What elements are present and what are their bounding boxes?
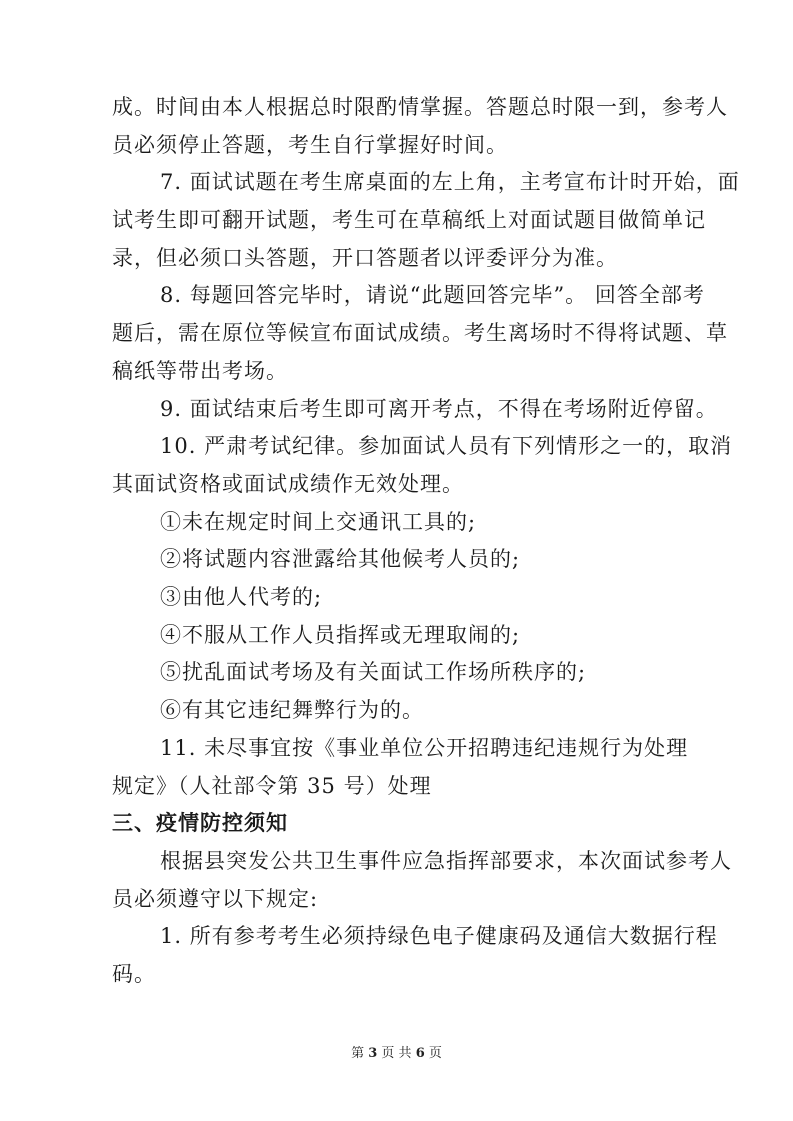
text-line: 9. 面试结束后考生即可离开考点，不得在考场附近停留。 bbox=[160, 397, 718, 421]
text-line: 题后，需在原位等候宣布面试成绩。考生离场时不得将试题、草 bbox=[112, 321, 728, 345]
text-line: 员必须遵守以下规定: bbox=[112, 887, 319, 911]
text-line: 规定》（人社部令第 35 号）处理 bbox=[112, 774, 432, 798]
text-line: 码。 bbox=[112, 962, 156, 986]
text-line: 成。时间由本人根据总时限酌情掌握。答题总时限一到，参考人 bbox=[112, 95, 728, 119]
text-line: 稿纸等带出考场。 bbox=[112, 359, 288, 383]
text-line: 11. 未尽事宜按《事业单位公开招聘违纪违规行为处理 bbox=[160, 736, 689, 760]
text-line: 10. 严肃考试纪律。参加面试人员有下列情形之一的，取消 bbox=[160, 434, 733, 458]
footer-prefix: 第 bbox=[351, 1046, 365, 1061]
list-item: ⑤扰乱面试考场及有关面试工作场所秩序的; bbox=[160, 660, 587, 684]
text-line: 录，但必须口头答题，开口答题者以评委评分为准。 bbox=[112, 246, 618, 270]
text-line: 1. 所有参考考生必须持绿色电子健康码及通信大数据行程 bbox=[160, 924, 718, 948]
list-item: ①未在规定时间上交通讯工具的; bbox=[160, 510, 477, 534]
page-footer bbox=[0, 1045, 793, 1063]
list-item: ②将试题内容泄露给其他候考人员的; bbox=[160, 547, 521, 571]
footer-suffix: 页 bbox=[428, 1046, 442, 1061]
text-line: 其面试资格或面试成绩作无效处理。 bbox=[112, 472, 464, 496]
section-heading: 三、疫情防控须知 bbox=[112, 811, 288, 835]
list-item: ⑥有其它违纪舞弊行为的。 bbox=[160, 698, 424, 722]
footer-middle: 页 共 bbox=[381, 1046, 412, 1061]
footer-current-page: 3 bbox=[368, 1046, 378, 1061]
footer-total-pages: 6 bbox=[415, 1046, 425, 1061]
text-line: 根据县突发公共卫生事件应急指挥部要求，本次面试参考人 bbox=[160, 849, 732, 873]
text-line: 7. 面试试题在考生席桌面的左上角，主考宣布计时开始，面 bbox=[160, 170, 740, 194]
text-line: 员必须停止答题，考生自行掌握好时间。 bbox=[112, 133, 508, 157]
list-item: ④不服从工作人员指挥或无理取闹的; bbox=[160, 623, 521, 647]
text-line: 试考生即可翻开试题，考生可在草稿纸上对面试题目做简单记 bbox=[112, 208, 706, 232]
text-line: 8. 每题回答完毕时，请说“此题回答完毕”。 回答全部考 bbox=[160, 283, 705, 307]
list-item: ③由他人代考的; bbox=[160, 585, 323, 609]
